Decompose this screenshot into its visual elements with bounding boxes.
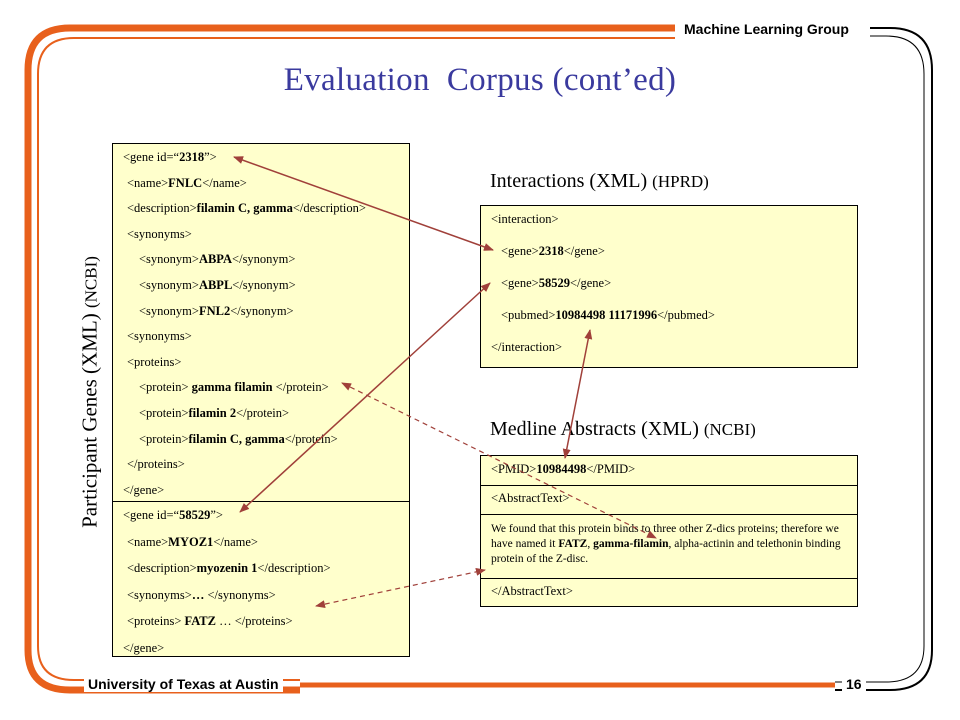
xml-tag: </protein> [284,431,338,446]
xml-tag: </proteins> [127,457,185,472]
medline-label-main: Medline Abstracts (XML) [490,418,704,440]
xml-tag: </name> [202,175,247,190]
xml-tag: </gene> [123,640,165,655]
xml-tag: <name> [127,175,169,190]
xml-value: ABPL [198,278,233,292]
xml-value: 58529 [179,508,211,522]
xml-tag: <protein> [139,406,189,420]
xml-value: 58529 [538,276,570,290]
pmid-close-tag: </PMID> [586,462,636,476]
xml-tag: <synonyms> [127,226,192,241]
abstract-fragment: , [587,538,594,550]
xml-tag: <gene> [501,244,539,258]
dashed-fatz [316,570,485,606]
xml-tag: <protein> [139,380,192,395]
xml-tag: </description> [257,561,331,575]
xml-tag: </synonym> [230,303,294,318]
xml-tag: <protein> [139,431,189,446]
abstract-highlight: FATZ [558,538,588,550]
xml-value: filamin C, gamma [196,201,293,216]
xml-tag: … </proteins> [215,614,293,628]
abstract-close-tag: </AbstractText> [491,584,573,598]
arrow-gene-58529 [240,283,490,512]
xml-tag: <interaction> [491,212,559,226]
pmid-value: 10984498 [536,462,587,476]
xml-value: MYOZ1 [168,534,214,549]
xml-tag: </gene> [123,482,165,497]
xml-value: 2318 [179,150,205,164]
xml-tag: <proteins> [127,354,182,369]
xml-tag: <synonyms> [127,587,192,602]
xml-value: FNL2 [198,303,231,318]
xml-tag: </synonym> [232,278,296,292]
xml-tag: <name> [127,534,169,549]
xml-tag: </synonyms> [207,587,276,602]
xml-tag: <synonyms> [127,329,192,344]
xml-value: 2318 [538,244,564,258]
xml-tag: <gene id=“ [123,150,180,164]
abstract-open-tag: <AbstractText> [491,491,570,505]
xml-tag: </description> [292,201,366,216]
xml-tag: ”> [210,508,223,522]
xml-value: myozenin 1 [196,561,258,575]
university-name: University of Texas at Austin [84,676,283,692]
xml-tag: <synonym> [139,303,199,318]
xml-tag: </gene> [563,244,605,258]
dashed-gamma-filamin [342,383,656,538]
xml-value: FATZ [184,614,216,628]
xml-value: 10984498 11171996 [555,308,658,322]
abstract-fragment: , alpha-actinin and telethonin binding protein of the Z-disc. [491,538,841,565]
xml-value: gamma filamin [191,380,273,395]
xml-tag: </gene> [569,276,612,290]
xml-tag: </pubmed> [657,308,715,322]
xml-value: filamin 2 [188,406,237,420]
arrow-gene-2318 [234,157,493,250]
xml-value: … [191,587,208,602]
xml-value: filamin C, gamma [188,431,285,446]
arrow-pubmed-pmid [565,330,590,458]
xml-tag: </protein> [272,380,329,395]
interactions-label-source: (HPRD) [652,172,709,191]
xml-tag: <gene id=“ [123,508,180,522]
participant-genes-main: Participant Genes (XML) [77,308,102,528]
xml-tag: </protein> [236,406,290,420]
participant-genes-source: (NCBI) [81,256,101,309]
slide-title: Evaluation Corpus (cont’ed) [283,62,677,98]
xml-tag: </name> [213,534,258,549]
xml-tag: <synonym> [139,252,199,267]
xml-value: ABPA [198,252,233,267]
xml-tag: ”> [204,150,217,164]
xml-tag: </synonym> [232,252,296,267]
xml-tag: <description> [127,201,197,216]
abstract-highlight: gamma-filamin [593,538,669,550]
xml-tag: </interaction> [491,340,563,354]
interactions-label-main: Interactions (XML) [490,170,653,192]
xml-tag: <description> [127,561,197,575]
xml-tag: <gene> [501,276,539,290]
xml-value: FNLC [168,175,203,190]
group-name: Machine Learning Group [680,21,853,37]
page-number: 16 [842,676,866,692]
medline-label-source: (NCBI) [703,420,756,439]
xml-tag: <synonym> [139,278,199,292]
xml-tag: <proteins> [127,614,185,628]
pmid-open-tag: <PMID> [491,462,537,476]
abstract-fragment: We found that this protein binds to three other Z-dics proteins; therefore we have named it [491,523,839,550]
xml-tag: <pubmed> [501,308,556,322]
